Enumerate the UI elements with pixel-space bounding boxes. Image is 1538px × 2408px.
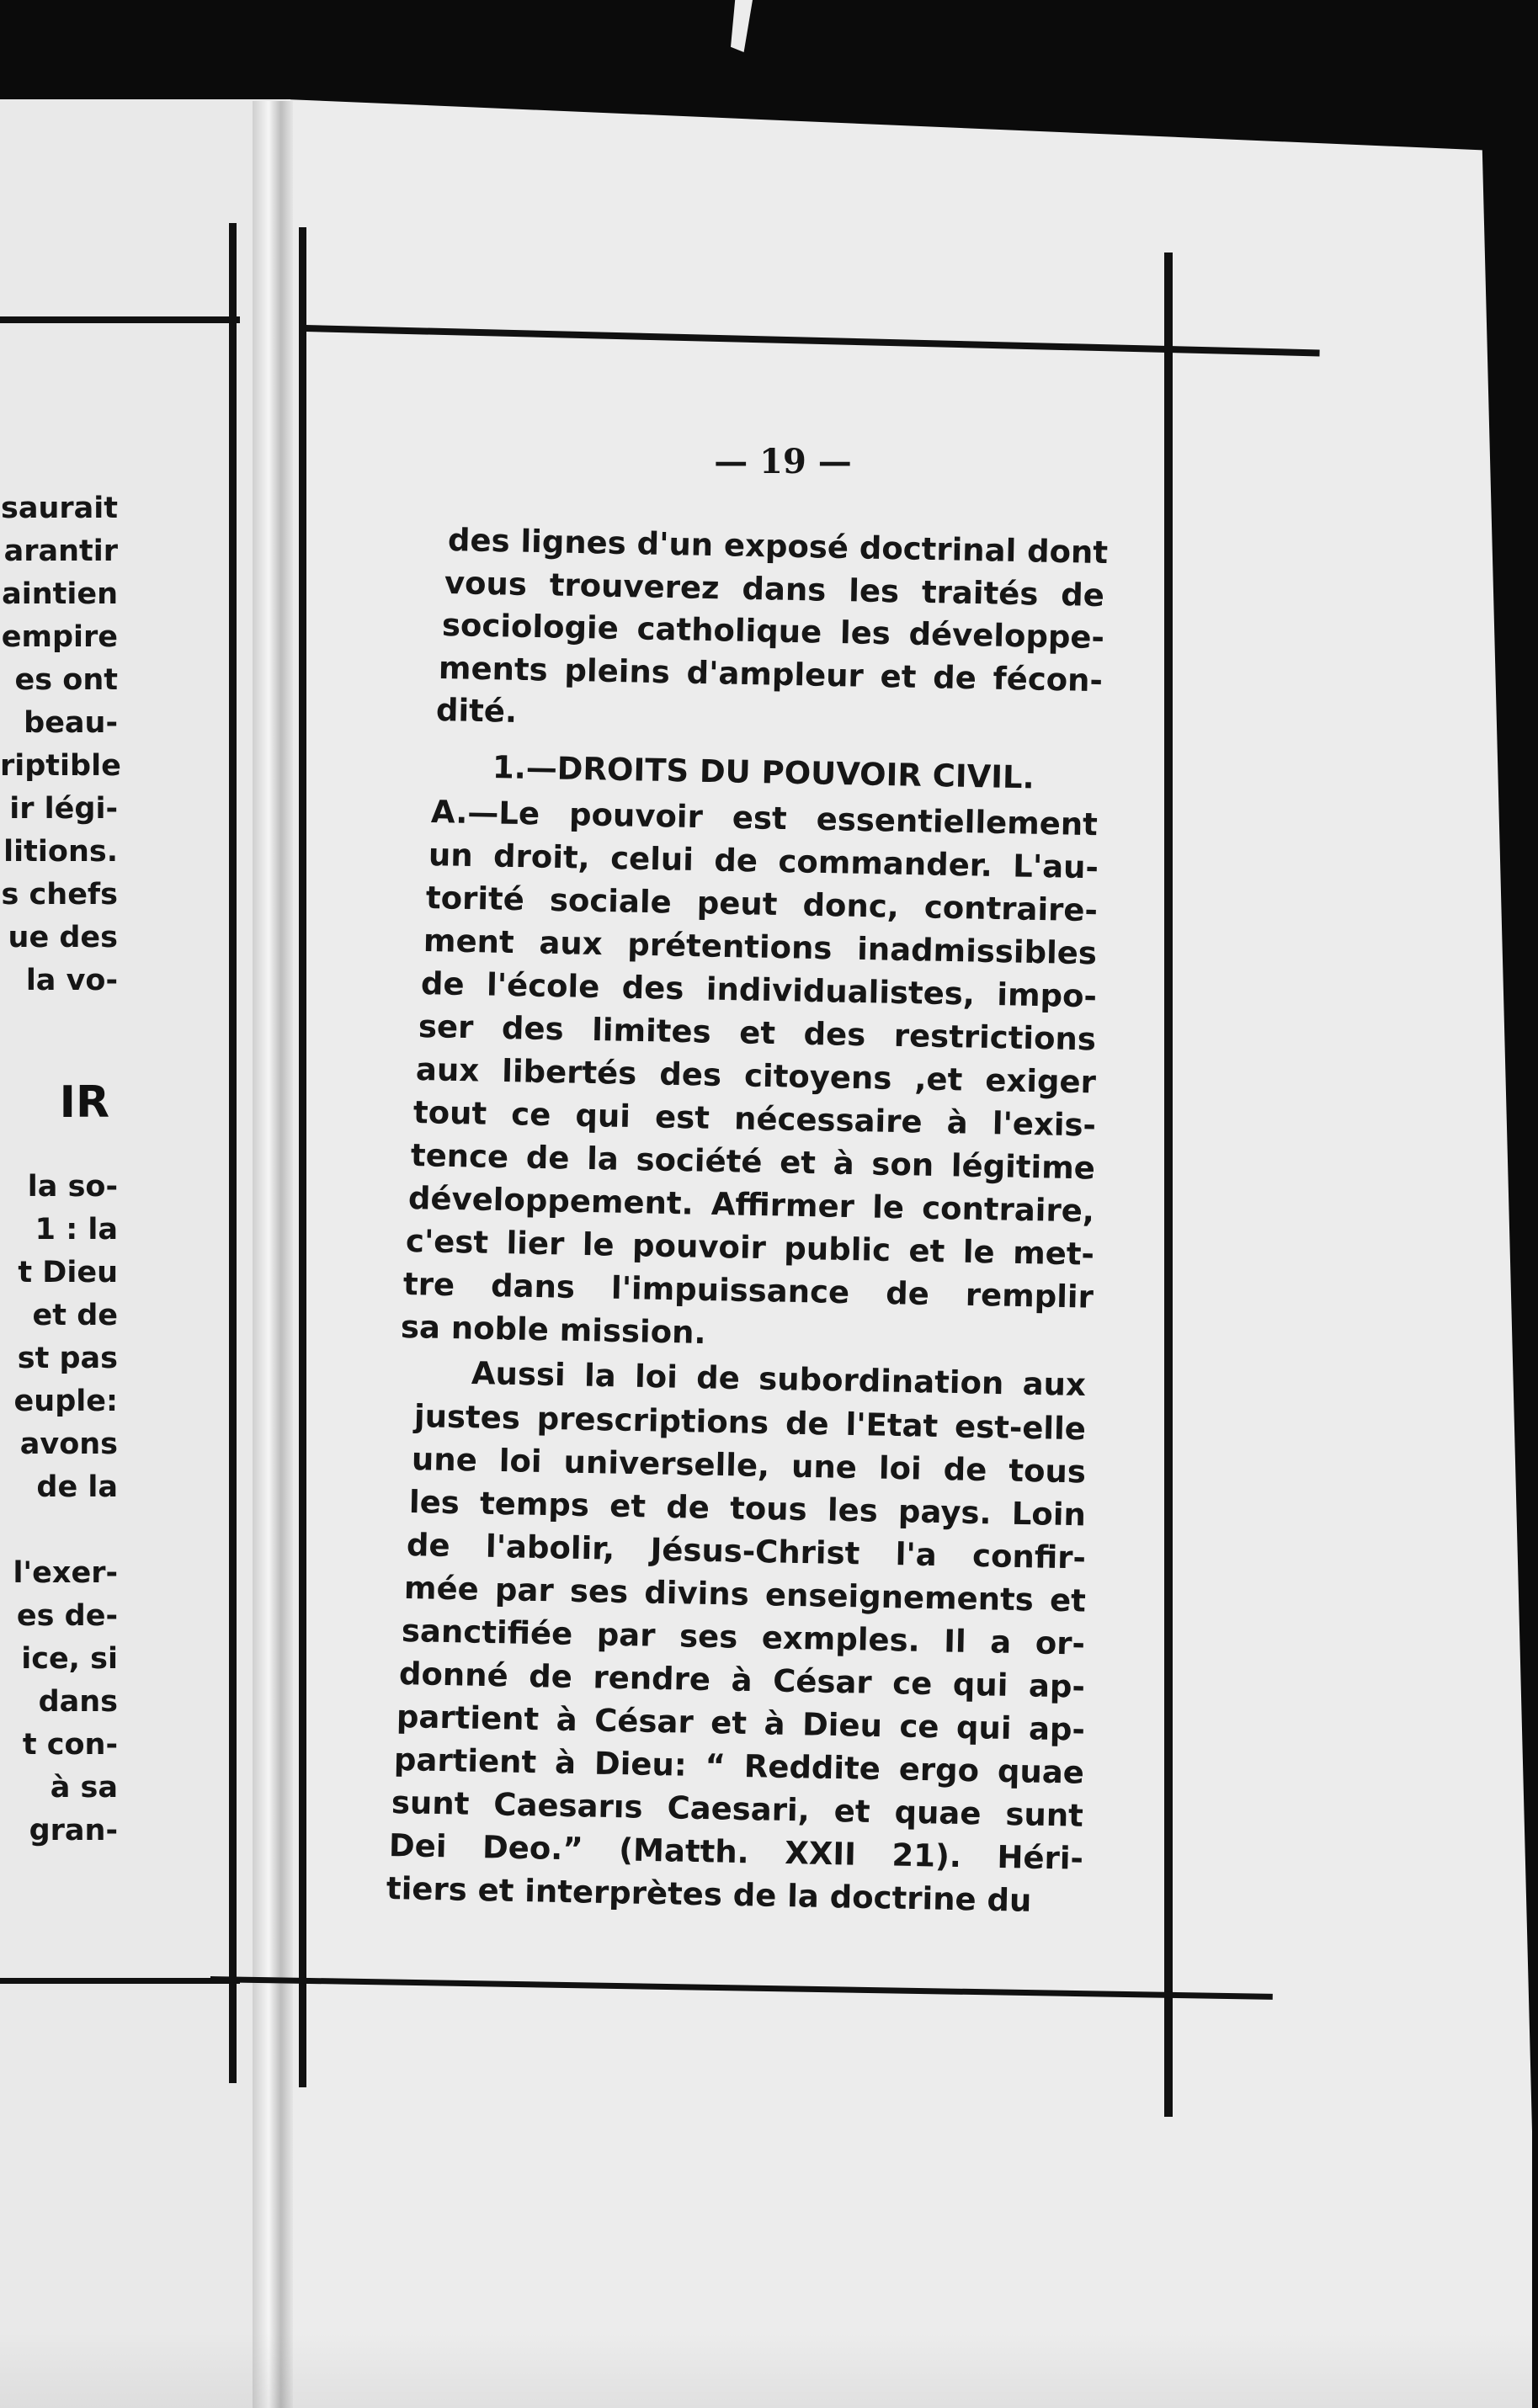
left-page-text-fragment: empire — [1, 620, 118, 654]
left-page-text-fragment: es de- — [16, 1599, 118, 1633]
left-page-heading-fragment: IR — [59, 1077, 109, 1128]
body-text-line: aux libertés des citoyens ,et exiger — [415, 1051, 1097, 1101]
body-text-line: c'est lier le pouvoir public et le met- — [405, 1223, 1095, 1273]
body-text-line: tre dans l'impuissance de remplir — [402, 1266, 1094, 1316]
body-text-line: sanctifiée par ses exmples. Il a or- — [401, 1613, 1086, 1662]
body-text-line: partient à Dieu: “ Reddite ergo quae — [393, 1741, 1085, 1791]
left-page-text-fragment: dans — [38, 1685, 118, 1719]
body-text-line: des lignes d'un exposé doctrinal dont — [447, 522, 1109, 571]
left-page-text-fragment: saurait — [1, 492, 118, 525]
body-text-line: sociologie catholique les développe- — [441, 607, 1105, 656]
left-page-text-fragment: litions. — [3, 835, 118, 869]
body-text-line: développement. Affirmer le contraire, — [407, 1180, 1095, 1230]
left-page-text-fragment: de la — [36, 1470, 118, 1504]
left-page-text-fragment: s chefs — [1, 878, 118, 912]
left-page-text-fragment: beau- — [24, 706, 118, 740]
left-page-text-fragment: à sa — [50, 1771, 118, 1805]
body-text-line: justes prescriptions de l'Etat est-elle — [413, 1398, 1087, 1448]
body-text-line: A.—Le pouvoir est essentiellement — [430, 794, 1099, 843]
left-page-text-fragment: l'exer- — [13, 1556, 118, 1590]
body-text-line: mée par ses divins enseignements et — [403, 1570, 1087, 1619]
body-text-line: torité sociale peut donc, contraire- — [425, 880, 1099, 929]
left-page-text-fragment: la vo- — [25, 964, 118, 997]
body-text-line: sa noble mission. — [400, 1309, 706, 1351]
body-text-line: sunt Caesarıs Caesari, et quae sunt — [391, 1784, 1084, 1834]
left-page-top-rule — [0, 316, 240, 323]
right-page-right-rule — [1164, 252, 1173, 2117]
body-text-line: ser des limites et des restrictions — [418, 1008, 1097, 1058]
body-text-line: ments pleins d'ampleur et de fécon- — [438, 650, 1104, 699]
left-page-text-fragment: arantir — [3, 534, 118, 568]
left-page-text-fragment: euple: — [13, 1385, 118, 1418]
bottom-shadow — [0, 2331, 1538, 2408]
body-text-line: 1.—DROITS DU POUVOIR CIVIL. — [492, 749, 1035, 796]
body-text-line: de l'abolir, Jésus-Christ l'a confir- — [406, 1527, 1087, 1576]
left-page-text-fragment: la so- — [27, 1170, 118, 1204]
right-page-left-rule — [299, 227, 306, 2087]
body-text-line: Aussi la loi de subordination aux — [471, 1355, 1087, 1404]
left-page-text-fragment: riptible — [0, 749, 121, 783]
body-text-line: de l'école des individualistes, impo- — [420, 965, 1098, 1015]
left-page-text-fragment: t con- — [22, 1728, 118, 1762]
body-text-line: un droit, celui de commander. L'au- — [428, 837, 1099, 886]
left-page-text-fragment: avons — [19, 1427, 118, 1461]
body-text-line: donné de rendre à César ce qui ap- — [398, 1656, 1086, 1705]
left-page-text-fragment: aintien — [2, 577, 118, 611]
body-text-line: ment aux prétentions inadmissibles — [423, 922, 1098, 972]
page-gutter — [253, 101, 293, 2408]
body-text-line: vous trouverez dans les traités de — [444, 565, 1105, 614]
left-page-text-fragment: ir légi- — [9, 792, 118, 826]
left-page-text-fragment: et de — [32, 1299, 118, 1332]
body-text-line: dité. — [435, 692, 518, 730]
body-text-line: tence de la société et à son légitime — [410, 1137, 1096, 1187]
left-page-right-rule — [229, 223, 237, 2083]
body-text-line: Dei Deo.” (Matth. XXII 21). Héri- — [388, 1827, 1084, 1877]
left-page-text-fragment: st pas — [17, 1342, 118, 1375]
left-page-text-fragment: es ont — [14, 663, 118, 697]
body-text-line: partient à César et à Dieu ce qui ap- — [396, 1698, 1086, 1748]
body-text-line: une loi universelle, une loi de tous — [411, 1441, 1087, 1491]
left-page-text-fragment: 1 : la — [35, 1213, 118, 1247]
left-page-text-fragment: ice, si — [21, 1642, 118, 1676]
left-page-text-fragment: gran- — [29, 1814, 118, 1847]
binding-thread-mark — [731, 0, 753, 52]
left-page-text-fragment: t Dieu — [18, 1256, 118, 1289]
left-page-bottom-rule — [0, 1978, 240, 1984]
page-number: — 19 — — [714, 442, 852, 481]
body-text-line: tiers et interprètes de la doctrine du — [386, 1870, 1032, 1919]
body-text-line: les temps et de tous les pays. Loin — [408, 1484, 1087, 1534]
body-text-line: tout ce qui est nécessaire à l'exis- — [412, 1094, 1097, 1144]
left-page-text-fragment: ue des — [8, 921, 118, 954]
